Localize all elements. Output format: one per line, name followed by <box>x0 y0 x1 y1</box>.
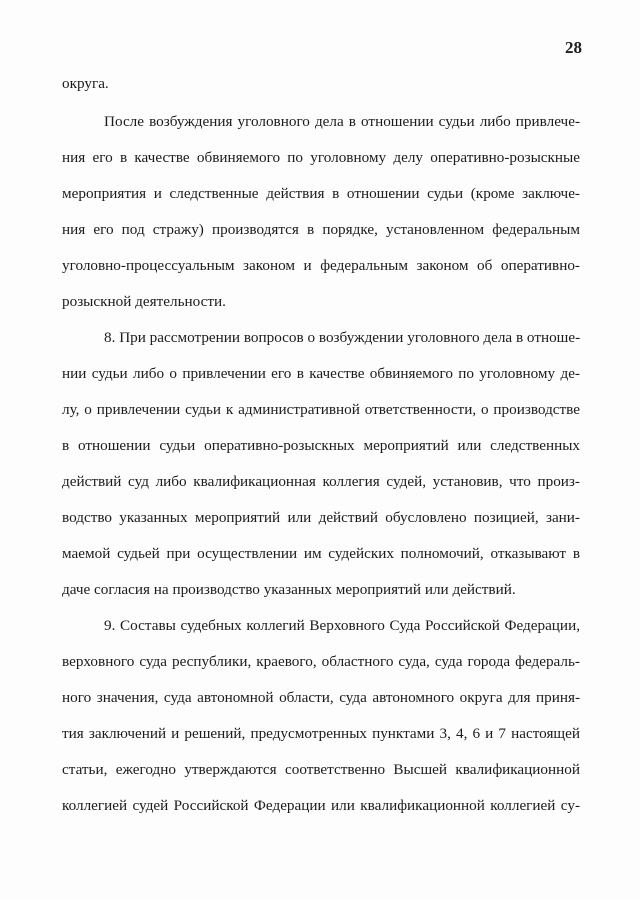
text-line: водство указанных мероприятий или действий обусловлено позицией, зани- <box>62 509 580 526</box>
text-line: в отношении судьи оперативно-розыскных мероприятий или следственных <box>62 437 580 454</box>
text-line: розыскной деятельности. <box>62 293 226 310</box>
text-line: статьи, ежегодно утверждаются соответственно Высшей квалификационной <box>62 761 580 778</box>
text-line: 9. Составы судебных коллегий Верховного Суда Российской Федерации, <box>104 617 580 634</box>
text-line: ния его под стражу) производятся в порядке, установленном федеральным <box>62 221 580 238</box>
text-line: ного значения, суда автономной области, суда автономного округа для приня- <box>62 689 580 706</box>
text-line: округа. <box>62 75 109 92</box>
text-line: лу, о привлечении судьи к административной ответственности, о производстве <box>62 401 580 418</box>
text-line: мероприятия и следственные действия в отношении судьи (кроме заключе- <box>62 185 580 202</box>
text-line: тия заключений и решений, предусмотренных пунктами 3, 4, 6 и 7 настоящей <box>62 725 580 742</box>
text-line: даче согласия на производство указанных мероприятий или действий. <box>62 581 516 598</box>
text-line: действий суд либо квалификационная коллегия судей, установив, что произ- <box>62 473 580 490</box>
text-line: нии судьи либо о привлечении его в качестве обвиняемого по уголовному де- <box>62 365 580 382</box>
text-line: уголовно-процессуальным законом и федеральным законом об оперативно- <box>62 257 580 274</box>
text-line: коллегией судей Российской Федерации или квалификационной коллегией су- <box>62 797 580 814</box>
text-line: После возбуждения уголовного дела в отношении судьи либо привлече- <box>104 113 580 130</box>
text-line: 8. При рассмотрении вопросов о возбуждении уголовного дела в отноше- <box>104 329 581 346</box>
text-line: верховного суда республики, краевого, областного суда, суда города федераль- <box>62 653 580 670</box>
text-line: ния его в качестве обвиняемого по уголовному делу оперативно-розыскные <box>62 149 580 166</box>
text-line: маемой судьей при осуществлении им судейских полномочий, отказывают в <box>62 545 580 562</box>
page-number: 28 <box>565 38 582 57</box>
